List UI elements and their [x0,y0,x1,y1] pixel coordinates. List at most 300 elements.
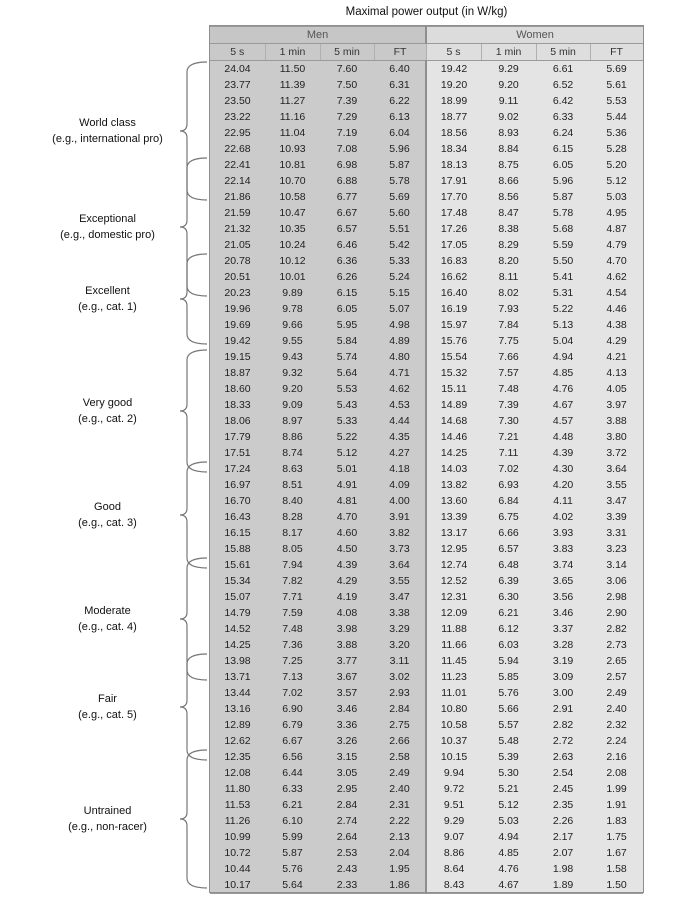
women-value-cell: 3.39 [590,509,643,525]
table-row [210,861,643,877]
men-value-cell: 6.05 [320,301,374,317]
men-value-cell: 3.46 [320,701,374,717]
women-value-cell: 4.38 [590,317,643,333]
women-value-cell: 5.61 [590,77,643,93]
men-value-cell: 17.24 [210,461,265,477]
men-value-cell: 23.22 [210,109,265,125]
men-value-cell: 18.60 [210,381,265,397]
women-group-header: Women [426,27,643,44]
women-value-cell: 17.91 [426,173,481,189]
men-value-cell: 5.01 [320,461,374,477]
men-value-cell: 11.26 [210,813,265,829]
women-value-cell: 2.91 [536,701,590,717]
men-value-cell: 19.42 [210,333,265,349]
men-value-cell: 7.25 [265,653,320,669]
category-name: Exceptional [79,213,136,225]
women-value-cell: 16.83 [426,253,481,269]
men-value-cell: 7.60 [320,61,374,78]
men-value-cell: 2.84 [320,797,374,813]
men-value-cell: 10.47 [265,205,320,221]
men-value-cell: 7.82 [265,573,320,589]
men-value-cell: 12.35 [210,749,265,765]
women-value-cell: 14.25 [426,445,481,461]
men-value-cell: 2.75 [374,717,426,733]
women-value-cell: 3.23 [590,541,643,557]
women-value-cell: 5.69 [590,61,643,78]
women-value-cell: 2.35 [536,797,590,813]
women-value-cell: 3.65 [536,573,590,589]
women-value-cell: 2.90 [590,605,643,621]
men-value-cell: 3.38 [374,605,426,621]
men-value-cell: 4.27 [374,445,426,461]
men-value-cell: 11.53 [210,797,265,813]
men-value-cell: 6.67 [265,733,320,749]
table-row [210,733,643,749]
men-value-cell: 4.81 [320,493,374,509]
men-value-cell: 5.87 [374,157,426,173]
men-value-cell: 2.43 [320,861,374,877]
women-value-cell: 11.01 [426,685,481,701]
women-value-cell: 4.54 [590,285,643,301]
women-value-cell: 4.48 [536,429,590,445]
table-row [210,877,643,894]
men-value-cell: 4.89 [374,333,426,349]
women-value-cell: 5.39 [481,749,536,765]
women-value-cell: 9.51 [426,797,481,813]
women-value-cell: 5.57 [481,717,536,733]
men-value-cell: 11.27 [265,93,320,109]
men-value-cell: 22.41 [210,157,265,173]
men-value-cell: 13.16 [210,701,265,717]
men-value-cell: 2.84 [374,701,426,717]
column-header: FT [590,44,643,61]
men-value-cell: 4.98 [374,317,426,333]
women-value-cell: 5.30 [481,765,536,781]
women-value-cell: 3.47 [590,493,643,509]
women-value-cell: 7.93 [481,301,536,317]
women-value-cell: 18.56 [426,125,481,141]
table-row [210,541,643,557]
men-value-cell: 3.02 [374,669,426,685]
men-value-cell: 3.55 [374,573,426,589]
men-value-cell: 10.72 [210,845,265,861]
men-value-cell: 3.88 [320,637,374,653]
women-value-cell: 8.11 [481,269,536,285]
column-header: 1 min [265,44,320,61]
men-value-cell: 15.07 [210,589,265,605]
men-value-cell: 13.98 [210,653,265,669]
men-value-cell: 4.70 [320,509,374,525]
table-row [210,381,643,397]
category-label [20,395,195,427]
men-value-cell: 8.97 [265,413,320,429]
table-row [210,141,643,157]
men-value-cell: 9.20 [265,381,320,397]
men-value-cell: 2.40 [374,781,426,797]
men-value-cell: 10.93 [265,141,320,157]
women-value-cell: 9.02 [481,109,536,125]
women-value-cell: 1.89 [536,877,590,894]
column-header-row [210,44,643,61]
men-value-cell: 5.33 [320,413,374,429]
table-row [210,605,643,621]
men-value-cell: 8.63 [265,461,320,477]
women-value-cell: 5.44 [590,109,643,125]
men-value-cell: 4.44 [374,413,426,429]
men-value-cell: 8.05 [265,541,320,557]
men-value-cell: 19.15 [210,349,265,365]
women-value-cell: 9.94 [426,765,481,781]
women-value-cell: 12.95 [426,541,481,557]
table-row [210,781,643,797]
men-value-cell: 4.09 [374,477,426,493]
men-value-cell: 14.52 [210,621,265,637]
women-value-cell: 5.12 [481,797,536,813]
men-value-cell: 6.33 [265,781,320,797]
men-value-cell: 4.35 [374,429,426,445]
men-value-cell: 5.53 [320,381,374,397]
men-value-cell: 14.25 [210,637,265,653]
men-value-cell: 20.51 [210,269,265,285]
men-value-cell: 4.00 [374,493,426,509]
men-value-cell: 2.95 [320,781,374,797]
women-value-cell: 4.79 [590,237,643,253]
table-row [210,349,643,365]
table-row [210,429,643,445]
women-value-cell: 8.29 [481,237,536,253]
men-value-cell: 16.15 [210,525,265,541]
table-row [210,189,643,205]
women-value-cell: 9.29 [481,61,536,78]
category-example: (e.g., domestic pro) [60,229,155,241]
men-value-cell: 22.95 [210,125,265,141]
women-value-cell: 18.99 [426,93,481,109]
men-value-cell: 6.36 [320,253,374,269]
women-value-cell: 6.15 [536,141,590,157]
women-value-cell: 5.66 [481,701,536,717]
women-value-cell: 4.11 [536,493,590,509]
men-value-cell: 3.64 [374,557,426,573]
men-value-cell: 12.62 [210,733,265,749]
men-value-cell: 4.60 [320,525,374,541]
table-row [210,813,643,829]
men-value-cell: 20.23 [210,285,265,301]
column-header: 5 s [210,44,265,61]
women-value-cell: 6.52 [536,77,590,93]
women-value-cell: 7.84 [481,317,536,333]
men-value-cell: 20.78 [210,253,265,269]
men-value-cell: 4.80 [374,349,426,365]
men-value-cell: 6.10 [265,813,320,829]
men-value-cell: 3.77 [320,653,374,669]
women-value-cell: 10.58 [426,717,481,733]
women-value-cell: 1.98 [536,861,590,877]
table-row [210,221,643,237]
men-value-cell: 4.91 [320,477,374,493]
men-value-cell: 9.43 [265,349,320,365]
category-label [20,499,195,531]
women-value-cell: 14.68 [426,413,481,429]
women-value-cell: 18.13 [426,157,481,173]
men-value-cell: 3.20 [374,637,426,653]
men-value-cell: 7.71 [265,589,320,605]
women-value-cell: 17.05 [426,237,481,253]
women-value-cell: 5.48 [481,733,536,749]
women-value-cell: 15.76 [426,333,481,349]
table-row [210,317,643,333]
women-value-cell: 2.63 [536,749,590,765]
women-value-cell: 7.39 [481,397,536,413]
women-value-cell: 10.15 [426,749,481,765]
women-value-cell: 15.54 [426,349,481,365]
women-value-cell: 1.67 [590,845,643,861]
men-value-cell: 10.70 [265,173,320,189]
women-value-cell: 13.17 [426,525,481,541]
men-value-cell: 5.24 [374,269,426,285]
table-title: Maximal power output (in W/kg) [345,6,508,18]
women-value-cell: 7.48 [481,381,536,397]
men-value-cell: 3.26 [320,733,374,749]
table-row [210,365,643,381]
men-value-cell: 4.62 [374,381,426,397]
category-name: World class [79,117,136,129]
men-value-cell: 6.26 [320,269,374,285]
women-value-cell: 6.33 [536,109,590,125]
women-value-cell: 3.80 [590,429,643,445]
women-value-cell: 9.11 [481,93,536,109]
women-value-cell: 5.03 [590,189,643,205]
women-value-cell: 3.97 [590,397,643,413]
women-value-cell: 18.34 [426,141,481,157]
table-row [210,653,643,669]
women-value-cell: 8.02 [481,285,536,301]
men-value-cell: 10.99 [210,829,265,845]
men-value-cell: 5.74 [320,349,374,365]
women-value-cell: 7.30 [481,413,536,429]
women-value-cell: 2.07 [536,845,590,861]
women-value-cell: 12.52 [426,573,481,589]
women-value-cell: 6.75 [481,509,536,525]
category-name: Excellent [85,285,130,297]
men-value-cell: 9.66 [265,317,320,333]
men-value-cell: 6.15 [320,285,374,301]
women-value-cell: 4.67 [536,397,590,413]
men-value-cell: 10.44 [210,861,265,877]
men-value-cell: 5.76 [265,861,320,877]
women-value-cell: 2.98 [590,589,643,605]
women-value-cell: 11.45 [426,653,481,669]
men-value-cell: 4.71 [374,365,426,381]
women-value-cell: 2.32 [590,717,643,733]
men-value-cell: 3.91 [374,509,426,525]
table-row [210,445,643,461]
women-value-cell: 16.62 [426,269,481,285]
men-value-cell: 6.90 [265,701,320,717]
women-value-cell: 8.38 [481,221,536,237]
men-value-cell: 16.97 [210,477,265,493]
category-example: (e.g., international pro) [52,133,163,145]
women-value-cell: 9.72 [426,781,481,797]
table-row [210,701,643,717]
men-value-cell: 4.39 [320,557,374,573]
men-value-cell: 11.39 [265,77,320,93]
men-value-cell: 5.60 [374,205,426,221]
men-value-cell: 5.69 [374,189,426,205]
table-row [210,77,643,93]
men-value-cell: 10.17 [210,877,265,894]
category-example: (e.g., cat. 1) [78,301,137,313]
men-value-cell: 9.89 [265,285,320,301]
men-value-cell: 4.50 [320,541,374,557]
category-example: (e.g., non-racer) [68,821,147,833]
men-value-cell: 23.50 [210,93,265,109]
men-value-cell: 6.44 [265,765,320,781]
column-header: 5 min [536,44,590,61]
men-value-cell: 5.33 [374,253,426,269]
men-value-cell: 7.36 [265,637,320,653]
men-value-cell: 3.15 [320,749,374,765]
women-value-cell: 6.30 [481,589,536,605]
women-value-cell: 5.41 [536,269,590,285]
women-value-cell: 4.94 [481,829,536,845]
women-value-cell: 7.75 [481,333,536,349]
women-value-cell: 17.26 [426,221,481,237]
men-value-cell: 6.79 [265,717,320,733]
table-row [210,589,643,605]
men-value-cell: 6.88 [320,173,374,189]
men-value-cell: 14.79 [210,605,265,621]
women-value-cell: 6.05 [536,157,590,173]
women-value-cell: 8.66 [481,173,536,189]
women-value-cell: 2.73 [590,637,643,653]
women-value-cell: 8.86 [426,845,481,861]
table-row [210,285,643,301]
table-row [210,173,643,189]
women-value-cell: 17.70 [426,189,481,205]
table-row [210,845,643,861]
column-header: FT [374,44,426,61]
women-value-cell: 17.48 [426,205,481,221]
men-value-cell: 5.12 [320,445,374,461]
men-value-cell: 5.22 [320,429,374,445]
women-value-cell: 15.32 [426,365,481,381]
women-value-cell: 4.85 [481,845,536,861]
women-value-cell: 19.20 [426,77,481,93]
table-row [210,333,643,349]
men-value-cell: 17.79 [210,429,265,445]
table-row [210,637,643,653]
women-value-cell: 3.00 [536,685,590,701]
category-example: (e.g., cat. 5) [78,709,137,721]
men-value-cell: 11.80 [210,781,265,797]
men-value-cell: 2.66 [374,733,426,749]
women-value-cell: 4.13 [590,365,643,381]
women-value-cell: 3.56 [536,589,590,605]
column-header: 5 min [320,44,374,61]
men-value-cell: 11.16 [265,109,320,125]
women-value-cell: 8.47 [481,205,536,221]
men-value-cell: 10.01 [265,269,320,285]
men-value-cell: 2.22 [374,813,426,829]
women-value-cell: 2.26 [536,813,590,829]
women-value-cell: 6.42 [536,93,590,109]
women-value-cell: 12.74 [426,557,481,573]
women-value-cell: 8.20 [481,253,536,269]
men-value-cell: 3.05 [320,765,374,781]
men-value-cell: 1.86 [374,877,426,894]
men-value-cell: 12.08 [210,765,265,781]
men-value-cell: 5.78 [374,173,426,189]
women-value-cell: 3.06 [590,573,643,589]
men-value-cell: 6.57 [320,221,374,237]
table-row [210,237,643,253]
table-row [210,413,643,429]
women-value-cell: 3.74 [536,557,590,573]
women-value-cell: 13.60 [426,493,481,509]
men-value-cell: 21.05 [210,237,265,253]
women-value-cell: 4.20 [536,477,590,493]
women-value-cell: 2.49 [590,685,643,701]
men-value-cell: 3.11 [374,653,426,669]
women-value-cell: 5.87 [536,189,590,205]
men-value-cell: 2.04 [374,845,426,861]
men-value-cell: 5.64 [265,877,320,894]
women-value-cell: 2.82 [590,621,643,637]
category-name: Good [94,501,121,513]
women-value-cell: 4.46 [590,301,643,317]
women-value-cell: 5.36 [590,125,643,141]
men-value-cell: 7.39 [320,93,374,109]
men-value-cell: 15.88 [210,541,265,557]
men-value-cell: 3.29 [374,621,426,637]
men-value-cell: 4.18 [374,461,426,477]
men-value-cell: 12.89 [210,717,265,733]
women-value-cell: 4.95 [590,205,643,221]
women-value-cell: 4.05 [590,381,643,397]
women-value-cell: 4.76 [536,381,590,397]
men-value-cell: 6.40 [374,61,426,78]
men-value-cell: 19.69 [210,317,265,333]
table-row [210,61,643,78]
men-group-header: Men [210,27,426,44]
men-value-cell: 1.95 [374,861,426,877]
women-value-cell: 5.28 [590,141,643,157]
men-value-cell: 9.32 [265,365,320,381]
women-value-cell: 18.77 [426,109,481,125]
men-value-cell: 8.74 [265,445,320,461]
women-value-cell: 5.03 [481,813,536,829]
men-value-cell: 18.33 [210,397,265,413]
category-name: Very good [82,397,133,409]
men-value-cell: 6.31 [374,77,426,93]
women-value-cell: 4.87 [590,221,643,237]
men-value-cell: 8.51 [265,477,320,493]
table-row [210,557,643,573]
men-value-cell: 7.08 [320,141,374,157]
women-value-cell: 3.14 [590,557,643,573]
men-value-cell: 5.43 [320,397,374,413]
men-value-cell: 6.46 [320,237,374,253]
men-value-cell: 22.68 [210,141,265,157]
women-value-cell: 6.48 [481,557,536,573]
women-value-cell: 4.62 [590,269,643,285]
women-value-cell: 10.80 [426,701,481,717]
men-value-cell: 5.84 [320,333,374,349]
men-value-cell: 15.61 [210,557,265,573]
women-value-cell: 9.29 [426,813,481,829]
men-value-cell: 2.93 [374,685,426,701]
table-row [210,205,643,221]
